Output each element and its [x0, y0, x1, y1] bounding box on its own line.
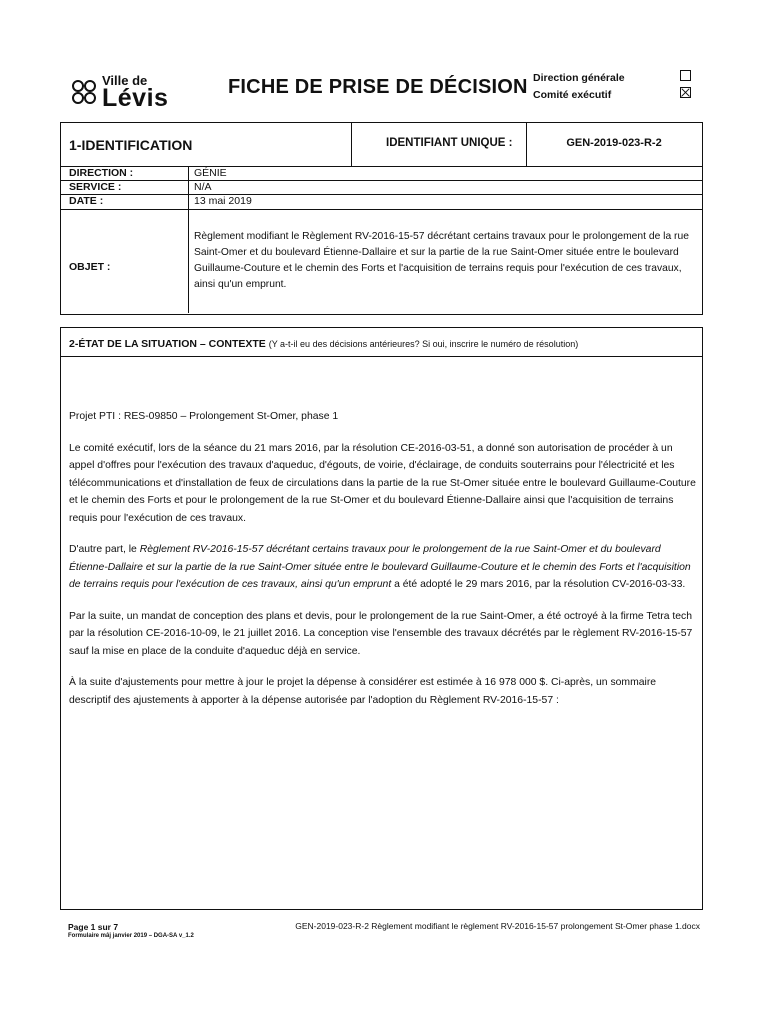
reglement-paragraph-start: D'autre part, le: [69, 544, 140, 555]
page-number: Page 1 sur 7: [68, 922, 119, 932]
direction-value: GÉNIE: [194, 167, 227, 179]
document-title: FICHE DE PRISE DE DÉCISION: [228, 76, 528, 98]
pti-project-paragraph: Projet PTI : RES-09850 – Prolongement St-Omer, phase 1: [69, 411, 339, 422]
unique-id-label: IDENTIFIANT UNIQUE :: [386, 137, 513, 149]
ville-de-levis-logo-icon: [70, 78, 100, 108]
section-2-title-text: 2-ÉTAT DE LA SITUATION – CONTEXTE: [69, 338, 266, 350]
form-version: Formulaire mâj janvier 2019 – DGA-SA v_1.2: [68, 933, 194, 939]
identification-table: [60, 122, 703, 315]
date-label: DATE :: [69, 195, 104, 207]
objet-label: OBJET :: [69, 261, 111, 273]
reglement-paragraph-end: a été adopté le 29 mars 2016, par la résolution CV-2016-03-33.: [391, 579, 686, 590]
footer-filename: GEN-2019-023-R-2 Règlement modifiant le règlement RV-2016-15-57 prolongement St-Omer phase 1.docx: [295, 921, 700, 931]
comite-executif-paragraph: Le comité exécutif, lors de la séance du 21 mars 2016, par la résolution CE-2016-03-51, a donné son autorisation de procéder à un appel d'offres pour l'exécution des travaux d'aqueduc, d'égouts, de voirie, d'éclairage, de conduits souterrains pour l'électricité et les télécommunications et d'installation de feux de circulations dans la partie de la rue St-Omer située entre le boulevard Guillaume-Couture et le chemin des Forts et pour le prolongement de la rue St-Omer et du boulevard Étienne-Dallaire ainsi que l'acquisition de terrains requis pour l'exécution de ces travaux.: [69, 442, 696, 524]
service-label: SERVICE :: [69, 181, 122, 193]
date-value: 13 mai 2019: [194, 195, 252, 207]
service-value: N/A: [194, 181, 212, 193]
ajustements-paragraph: À la suite d'ajustements pour mettre à jour le projet la dépense à considérer est estimée à 16 978 000 $. Ci-après, un sommaire descriptif des ajustements à apporter à la dépense autorisée par l'adoption du Règlement RV-2016-15-57 :: [69, 677, 657, 706]
destination-direction-generale-checkbox[interactable]: [680, 70, 691, 81]
situation-body: [69, 408, 699, 723]
logo-text-small: Ville de: [102, 73, 148, 88]
destination-comite-executif-label: Comité exécutif: [533, 89, 612, 101]
unique-id-value: GEN-2019-023-R-2: [566, 137, 662, 149]
destination-direction-generale-label: Direction générale: [533, 72, 625, 84]
logo-text-big: Lévis: [102, 84, 169, 112]
section-2-note: (Y a-t-il eu des décisions antérieures? Si oui, inscrire le numéro de résolution): [268, 339, 579, 349]
destination-comite-executif-checkbox[interactable]: [680, 87, 691, 98]
situation-context-box: [60, 327, 703, 910]
section-1-title: 1-IDENTIFICATION: [69, 137, 193, 153]
direction-label: DIRECTION :: [69, 167, 134, 179]
mandat-conception-paragraph: Par la suite, un mandat de conception des plans et devis, pour le prolongement de la rue Saint-Omer, a été octroyé à la firme Tetra tech par la résolution CE-2016-10-09, le 21 juillet 2016. La conception vise l'ensemble des travaux décrétés par le règlement RV-2016-15-57 sauf la mise en place de la conduite d'aqueduc déjà en service.: [69, 610, 693, 657]
section-2-title: [69, 338, 578, 350]
objet-text: Règlement modifiant le Règlement RV-2016-15-57 décrétant certains travaux pour le prolongement de la rue Saint-Omer et du boulevard Étienne-Dallaire et sur la partie de la rue Saint-Omer située entre le boulevard Guillaume-Couture et le chemin des Forts et l'acquisition de terrains requis pour l'exécution de ces travaux, ainsi qu'un emprunt.: [194, 231, 689, 290]
reglement-title-italic: Règlement RV-2016-15-57 décrétant certains travaux pour le prolongement de la rue Saint-Omer et du boulevard Étienne-Dallaire et sur la partie de la rue Saint-Omer située entre le boulevard Guillaume-Couture et le chemin des Forts et l'acquisition de terrains requis pour l'exécution de ces travaux, ainsi qu'un emprunt: [69, 544, 691, 590]
reglement-paragraph: [69, 541, 699, 594]
